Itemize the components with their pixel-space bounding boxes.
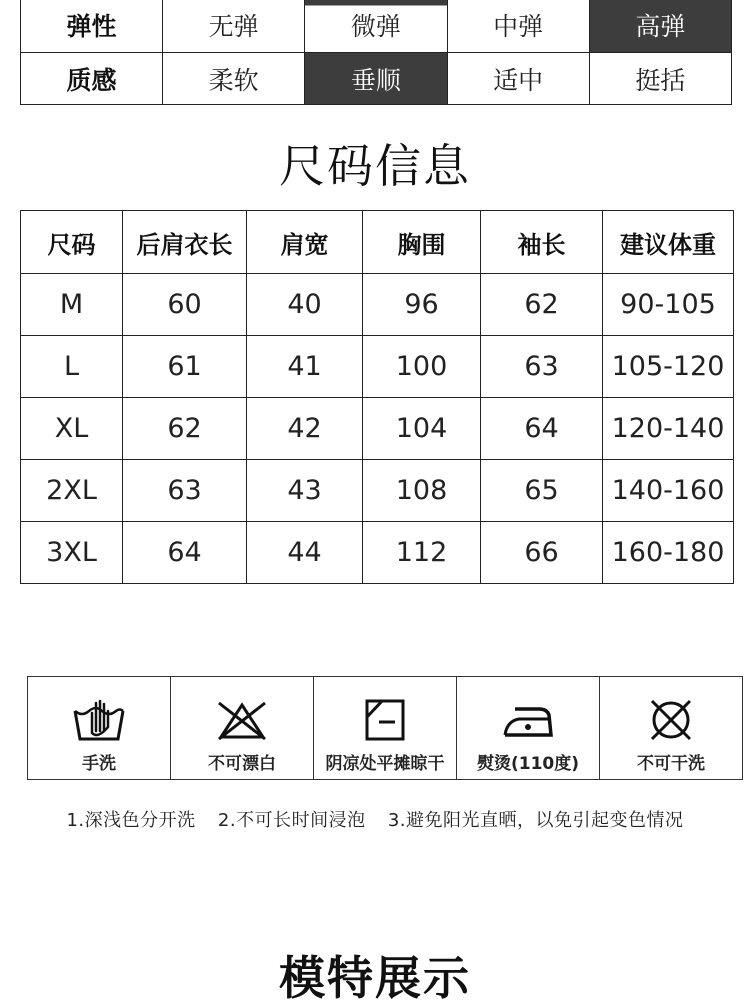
header-shoulder: 肩宽 bbox=[247, 211, 363, 274]
cell-size: L bbox=[21, 336, 123, 398]
elasticity-option: 无弹 bbox=[163, 0, 305, 53]
elasticity-option: 中弹 bbox=[447, 0, 589, 53]
table-row bbox=[21, 398, 734, 460]
texture-option: 适中 bbox=[447, 53, 589, 105]
elasticity-label: 弹性 bbox=[21, 0, 163, 53]
size-table-header bbox=[21, 211, 734, 274]
cell-size: 2XL bbox=[21, 460, 123, 522]
cell-weight: 105-120 bbox=[603, 336, 734, 398]
cell-weight: 90-105 bbox=[603, 274, 734, 336]
header-size: 尺码 bbox=[21, 211, 123, 274]
cell-length: 62 bbox=[123, 398, 247, 460]
texture-row bbox=[21, 53, 732, 105]
care-note: 3.避免阳光直晒，以免引起变色情况 bbox=[387, 810, 684, 831]
cell-weight: 140-160 bbox=[603, 460, 734, 522]
table-row bbox=[21, 522, 734, 584]
iron-110-icon bbox=[501, 697, 555, 743]
care-label: 阴凉处平摊晾干 bbox=[325, 754, 445, 774]
cell-sleeve: 65 bbox=[481, 460, 603, 522]
texture-option: 柔软 bbox=[163, 53, 305, 105]
hand-wash-icon bbox=[72, 697, 126, 743]
care-item bbox=[314, 677, 457, 779]
cell-shoulder: 40 bbox=[247, 274, 363, 336]
care-label: 手洗 bbox=[82, 754, 116, 774]
cell-chest: 96 bbox=[363, 274, 481, 336]
care-label: 熨烫(110度) bbox=[476, 754, 580, 774]
cell-chest: 112 bbox=[363, 522, 481, 584]
cell-chest: 108 bbox=[363, 460, 481, 522]
care-item bbox=[28, 677, 171, 779]
cell-shoulder: 44 bbox=[247, 522, 363, 584]
care-note: 2.不可长时间浸泡 bbox=[217, 810, 366, 831]
elasticity-option: 微弹 bbox=[305, 0, 447, 53]
care-item bbox=[600, 677, 742, 779]
no-dry-clean-icon bbox=[644, 697, 698, 743]
header-length: 后肩衣长 bbox=[123, 211, 247, 274]
care-label: 不可漂白 bbox=[208, 754, 276, 774]
texture-label: 质感 bbox=[21, 53, 163, 105]
cell-size: XL bbox=[21, 398, 123, 460]
care-label: 不可干洗 bbox=[637, 754, 705, 774]
care-note: 1.深浅色分开洗 bbox=[66, 810, 196, 831]
cell-sleeve: 66 bbox=[481, 522, 603, 584]
model-section-title: 模特展示 bbox=[279, 951, 471, 1005]
cell-shoulder: 41 bbox=[247, 336, 363, 398]
attribute-table bbox=[20, 0, 732, 105]
header-weight: 建议体重 bbox=[603, 211, 734, 274]
elasticity-option-selected: 高弹 bbox=[589, 0, 731, 53]
texture-option-selected: 垂顺 bbox=[305, 53, 447, 105]
care-instructions bbox=[27, 676, 743, 780]
care-notes bbox=[0, 806, 750, 832]
cell-shoulder: 42 bbox=[247, 398, 363, 460]
size-section-title: 尺码信息 bbox=[279, 139, 471, 193]
cell-length: 61 bbox=[123, 336, 247, 398]
cell-length: 63 bbox=[123, 460, 247, 522]
cell-size: 3XL bbox=[21, 522, 123, 584]
cell-weight: 120-140 bbox=[603, 398, 734, 460]
table-row bbox=[21, 274, 734, 336]
cell-length: 64 bbox=[123, 522, 247, 584]
header-sleeve: 袖长 bbox=[481, 211, 603, 274]
elasticity-row bbox=[21, 0, 732, 53]
no-bleach-icon bbox=[215, 697, 269, 743]
header-chest: 胸围 bbox=[363, 211, 481, 274]
table-row bbox=[21, 336, 734, 398]
cell-sleeve: 64 bbox=[481, 398, 603, 460]
cell-size: M bbox=[21, 274, 123, 336]
table-row bbox=[21, 460, 734, 522]
cell-chest: 100 bbox=[363, 336, 481, 398]
cell-chest: 104 bbox=[363, 398, 481, 460]
dry-flat-shade-icon bbox=[358, 697, 412, 743]
size-table bbox=[20, 210, 734, 584]
cell-sleeve: 62 bbox=[481, 274, 603, 336]
cell-length: 60 bbox=[123, 274, 247, 336]
texture-option: 挺括 bbox=[589, 53, 731, 105]
care-item bbox=[457, 677, 600, 779]
cell-shoulder: 43 bbox=[247, 460, 363, 522]
cell-weight: 160-180 bbox=[603, 522, 734, 584]
cell-sleeve: 63 bbox=[481, 336, 603, 398]
care-item bbox=[171, 677, 314, 779]
